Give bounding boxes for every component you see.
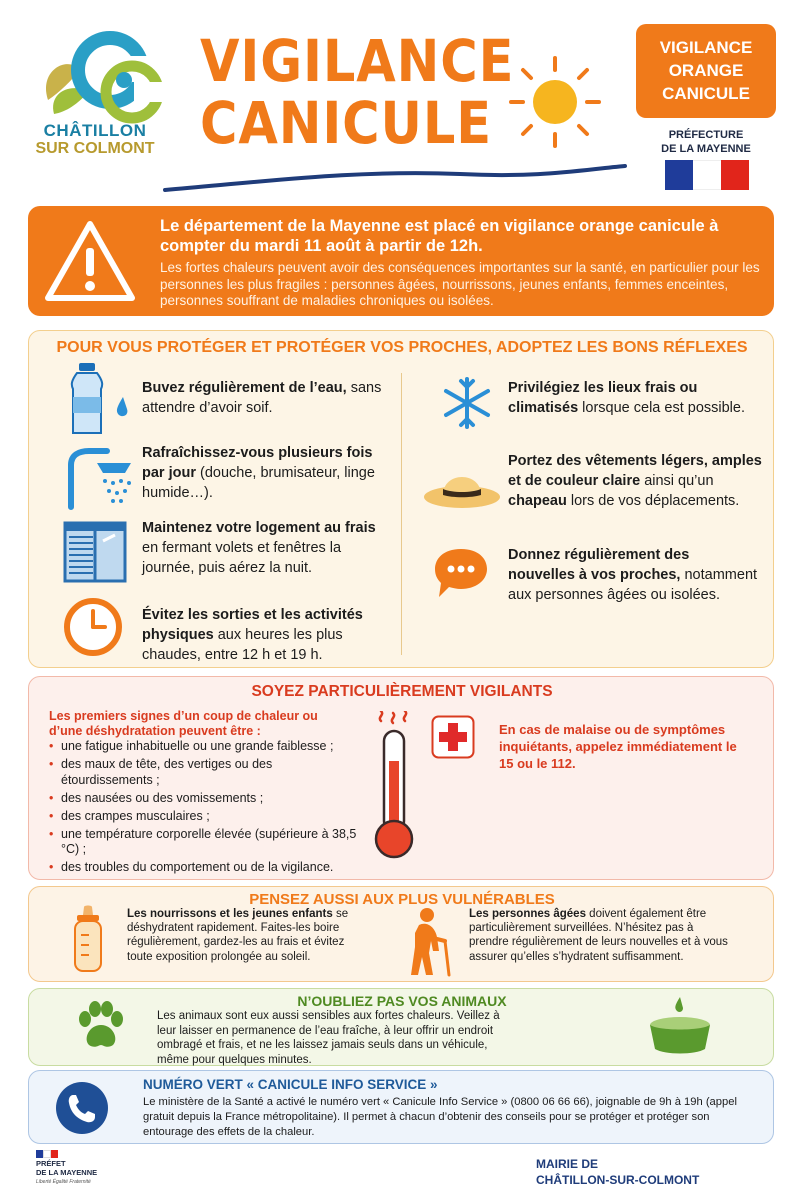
tip-give-news-text: notamment aux personnes âgées ou isolées. bbox=[508, 567, 758, 603]
elderly-text-body: doivent également être particulièrement surveillées. N’hésitez pas à prendre régulièrement de leurs nouvelles et à vous assurer qu’elles s’hydratent suffisamment. bbox=[469, 908, 728, 963]
sun-icon bbox=[505, 52, 605, 152]
list-item: • une température corporelle élevée (supérieure à 38,5 °C) ; bbox=[47, 827, 357, 858]
footer-motto: Liberté Égalité Fraternité bbox=[36, 1179, 91, 1185]
title-line1: VIGILANCE bbox=[200, 27, 515, 95]
badge-line2: ORANGE bbox=[668, 61, 744, 80]
french-republic-flag-icon bbox=[665, 160, 749, 190]
clock-icon bbox=[63, 597, 123, 657]
water-bottle-icon bbox=[63, 363, 139, 437]
town-name bbox=[30, 122, 160, 158]
tip-drink-water-bold: Buvez régulièrement de l’eau, bbox=[142, 380, 347, 396]
footer-prefet bbox=[36, 1160, 97, 1177]
tips-heading: POUR VOUS PROTÉGER ET PROTÉGER VOS PROCHES, ADOPTEZ LES BONS RÉFLEXES bbox=[56, 339, 748, 356]
footer-mairie-line1: MAIRIE DE bbox=[536, 1157, 599, 1171]
vigilant-intro: Les premiers signes d’un coup de chaleur ou d’une déshydratation peuvent être : bbox=[49, 709, 318, 738]
vigilant-section bbox=[28, 676, 774, 880]
tip-give-news-bold: Donnez régulièrement des nouvelles à vos proches, bbox=[508, 547, 690, 583]
page-title bbox=[200, 27, 515, 157]
tip-drink-water-text: sans attendre d’avoir soif. bbox=[142, 380, 382, 416]
thermometer-icon bbox=[367, 711, 421, 861]
baby-bottle-icon bbox=[71, 905, 105, 973]
prefecture-line1: PRÉFECTURE bbox=[668, 129, 744, 141]
elderly-text bbox=[469, 907, 731, 964]
tip-refresh-bold: Rafraîchissez-vous plusieurs fois par jour bbox=[142, 445, 373, 481]
list-item: • des crampes musculaires ; bbox=[47, 809, 357, 825]
hotline-title: NUMÉRO VERT « CANICULE INFO SERVICE » bbox=[143, 1077, 438, 1092]
animals-section bbox=[28, 988, 774, 1066]
prefecture-label bbox=[640, 128, 772, 156]
vigilant-heading: SOYEZ PARTICULIÈREMENT VIGILANTS bbox=[251, 683, 553, 700]
vulnerable-section bbox=[28, 886, 774, 982]
tip-refresh bbox=[142, 443, 392, 503]
list-item: • des nausées ou des vomissements ; bbox=[47, 791, 357, 807]
wave-decoration-icon bbox=[160, 160, 630, 196]
emergency-call-text: En cas de malaise ou de symptômes inquiétants, appelez immédiatement le 15 ou le 112. bbox=[499, 722, 737, 771]
footer-prefet-line1: PRÉFET bbox=[36, 1159, 66, 1168]
badge-line1: VIGILANCE bbox=[659, 38, 753, 57]
children-text-body: se déshydratent rapidement. Faites-les boire régulièrement, gardez-les au frais et évitez toute exposition prolongée au soleil. bbox=[127, 908, 349, 963]
hotline-text: Le ministère de la Santé a activé le numéro vert « Canicule Info Service » (0800 06 66 66), joignable de 9h à 19h (appel gratuit depuis la France métropolitaine). Il permet à chacun d’obtenir des conseils pour se protéger et protéger son entourage des effets de la chaleur. bbox=[143, 1096, 737, 1138]
town-name-line2: SUR COLMONT bbox=[35, 140, 155, 157]
tip-keep-home-cool bbox=[142, 518, 392, 578]
warning-icon bbox=[44, 218, 136, 304]
footer-flag-icon bbox=[36, 1150, 58, 1158]
footer-prefet-line2: DE LA MAYENNE bbox=[36, 1167, 98, 1177]
tip-light-clothes-bold: Portez des vêtements légers, amples et de couleur claire bbox=[508, 453, 762, 489]
tip-light-clothes-text2: lors de vos déplacements. bbox=[566, 493, 740, 509]
tip-cool-places bbox=[508, 378, 758, 418]
tip-light-clothes-bold2: chapeau bbox=[508, 493, 567, 509]
window-shutter-icon bbox=[63, 521, 127, 583]
hat-icon bbox=[423, 461, 501, 511]
footer-mairie bbox=[536, 1156, 699, 1188]
tip-cool-places-text: lorsque cela est possible. bbox=[578, 400, 745, 416]
phone-icon bbox=[55, 1081, 109, 1135]
tip-keep-home-cool-bold: Maintenez votre logement au frais bbox=[142, 520, 376, 536]
children-text-bold: Les nourrissons et les jeunes enfants bbox=[127, 908, 333, 920]
list-item: • des troubles du comportement ou de la vigilance. bbox=[47, 860, 357, 876]
paw-icon bbox=[73, 999, 127, 1053]
shower-icon bbox=[63, 445, 139, 511]
animals-heading: N’OUBLIEZ PAS VOS ANIMAUX bbox=[297, 993, 507, 1009]
tip-light-clothes bbox=[508, 451, 763, 511]
first-aid-icon bbox=[431, 715, 475, 759]
tip-avoid-going-out-bold: Évitez les sorties et les activités physiques bbox=[142, 607, 363, 643]
prefecture-line2: DE LA MAYENNE bbox=[661, 143, 751, 155]
alert-body: Les fortes chaleurs peuvent avoir des conséquences importantes sur la santé, en particulier pour les personnes les plus fragiles : personnes âgées, nourrissons, jeunes enfants, femmes enceintes, personnes souffrant de maladies chroniques ou isolées. bbox=[160, 260, 760, 308]
title-line2: CANICULE bbox=[200, 89, 493, 157]
alert-banner bbox=[28, 206, 774, 316]
warning-signs-list bbox=[47, 739, 357, 878]
hotline-section bbox=[28, 1070, 774, 1144]
tip-avoid-going-out bbox=[142, 605, 392, 665]
vulnerable-heading: PENSEZ AUSSI AUX PLUS VULNÉRABLES bbox=[249, 891, 555, 908]
tip-keep-home-cool-text: en fermant volets et fenêtres la journée, puis aérez la nuit. bbox=[142, 540, 342, 576]
tip-light-clothes-text: ainsi qu’un bbox=[640, 473, 714, 489]
chat-bubble-icon bbox=[431, 545, 491, 601]
tip-cool-places-bold: Privilégiez les lieux frais ou climatisés bbox=[508, 380, 698, 416]
tip-drink-water bbox=[142, 378, 392, 418]
animals-text: Les animaux sont eux aussi sensibles aux fortes chaleurs. Veillez à leur laisser en permanence de l’eau fraîche, à leur offrir un endroit ombragé et frais, et ne les laissez jamais seuls dans un véhicule, même pour quelques minutes. bbox=[157, 1010, 500, 1066]
water-bowl-icon bbox=[641, 995, 719, 1059]
badge-line3: CANICULE bbox=[662, 84, 750, 103]
tips-section bbox=[28, 330, 774, 668]
tip-avoid-going-out-text: aux heures les plus chaudes, entre 12 h et 19 h. bbox=[142, 627, 343, 663]
snowflake-icon bbox=[439, 375, 495, 431]
tips-divider bbox=[401, 373, 402, 655]
tip-give-news bbox=[508, 545, 758, 605]
list-item: • des maux de tête, des vertiges ou des étourdissements ; bbox=[47, 757, 357, 788]
elderly-person-icon bbox=[405, 907, 455, 977]
elderly-text-bold: Les personnes âgées bbox=[469, 908, 586, 920]
children-text bbox=[127, 907, 372, 964]
town-name-line1: CHÂTILLON bbox=[43, 121, 147, 140]
alert-title: Le département de la Mayenne est placé en vigilance orange canicule à compter du mardi 11 août à partir de 12h. bbox=[160, 217, 719, 255]
footer-mairie-line2: CHÂTILLON-SUR-COLMONT bbox=[536, 1173, 700, 1187]
vigilance-orange-badge bbox=[636, 24, 776, 118]
tip-refresh-text: (douche, brumisateur, linge humide…). bbox=[142, 465, 375, 501]
list-item: • une fatigue inhabituelle ou une grande faiblesse ; bbox=[47, 739, 357, 755]
